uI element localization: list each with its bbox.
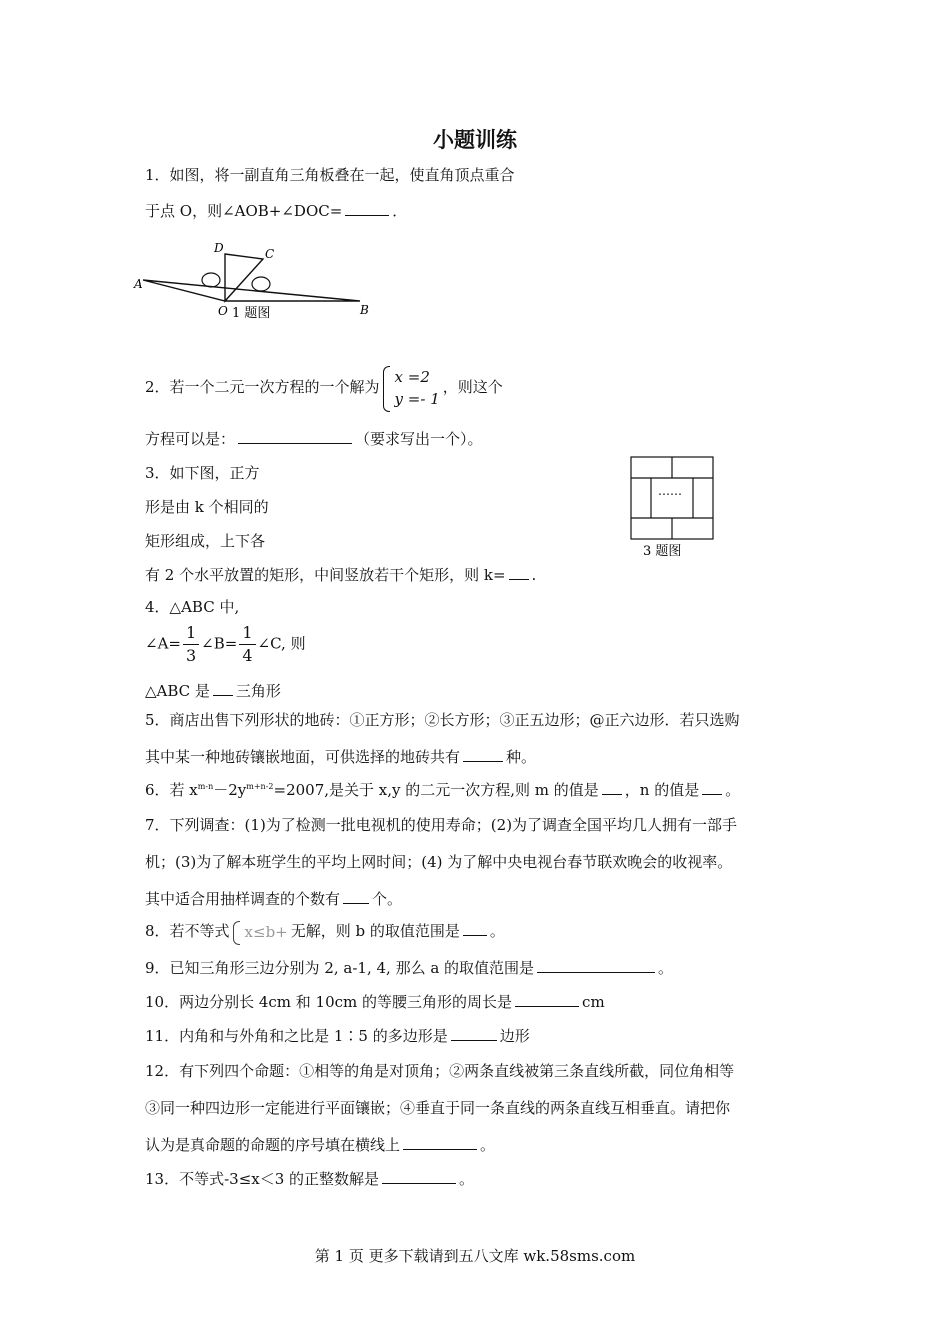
q10-line [145,991,605,1012]
q13-prefix: 13．不等式-3≤x＜3 的正整数解是 [145,1170,380,1188]
q6-line [145,779,740,800]
q12-line1: 12．有下列四个命题：①相等的角是对顶角；②两条直线被第三条直线所截，同位角相等 [145,1062,735,1080]
hole-right [252,277,270,291]
q3-line1: 3．如下图，正方 [145,464,260,482]
answer-blank [345,201,389,216]
answer-blank [238,429,352,444]
q1-line2 [145,200,407,221]
answer-blank [602,780,622,795]
q6-sup2: m+n-2 [246,782,274,791]
q4-line2 [145,622,306,667]
frac-den: 3 [185,646,197,665]
q2-eq1: x =2 [394,368,430,386]
q6-p2: －2y [213,781,247,799]
q7-line3-prefix: 其中适合用抽样调查的个数有 [145,890,341,908]
q9-line [145,957,673,978]
q13-line [145,1168,474,1189]
frac-den: 4 [242,646,253,665]
q7-line3 [145,888,402,909]
q10-suffix: cm [582,993,605,1011]
q11-suffix: 边形 [499,1027,530,1045]
answer-blank [343,889,369,904]
q2-line2-suffix: （要求写出一个）。 [355,430,483,448]
q8-inequality-system [233,921,288,943]
label-b: B [360,303,369,317]
q4-line3-prefix: △ABC 是 [145,682,210,700]
q6-p5: 。 [725,781,741,799]
q9-prefix: 9．已知三角形三边分别为 2, a-1, 4, 那么 a 的取值范围是 [145,959,535,977]
page-title: 小题训练 [433,127,517,152]
q7-line1: 7．下列调查：(1)为了检测一批电视机的使用寿命；(2)为了调查全国平均几人拥有一部手 [145,816,738,834]
label-a: A [134,277,143,291]
q1-fig-caption: 1 题图 [232,306,271,321]
q7-line2: 机；(3)为了解本班学生的平均上网时间；(4) 为了解中央电视台春节联欢晚会的收视率。 [145,853,733,871]
q12-line2: ③同一种四边形一定能进行平面镶嵌；④垂直于同一条直线的两条直线互相垂直。请把你 [145,1099,731,1117]
q2-eq2: y =- 1 [394,390,440,408]
q2-prefix: 2．若一个二元一次方程的一个解为 [145,378,380,396]
q4-line3 [145,680,281,701]
q5-line2-suffix: 种。 [506,748,537,766]
q2-line1 [145,366,503,410]
answer-blank [403,1135,477,1150]
answer-blank [515,992,579,1007]
q12-line3-prefix: 认为是真命题的命题的序号填在横线上 [145,1136,401,1154]
q3-line2: 形是由 k 个相同的 [145,498,269,516]
q6-p3: =2007,是关于 x,y 的二元一次方程,则 m 的值是 [273,781,599,799]
q1-figure [130,240,380,325]
q6-sup1: m-n [197,782,214,791]
answer-blank [537,958,655,973]
label-o: O [218,304,228,318]
answer-blank [382,1169,456,1184]
fraction-one-third [183,622,199,667]
q8-prefix: 8．若不等式 [145,922,230,940]
q8-sys-text: x≤b+ [244,923,288,941]
q2-suffix: ，则这个 [442,378,503,396]
q13-suffix: 。 [459,1170,475,1188]
q4-a-label: ∠A= [145,634,181,653]
q12-line3 [145,1134,495,1155]
q8-line [145,920,505,943]
q1-line2-prefix: 于点 O，则∠AOB+∠DOC= [145,202,343,220]
q4-line1: 4．△ABC 中, [145,598,240,616]
q2-equation-system [383,366,440,410]
q3-fig-dots: …… [658,484,682,498]
answer-blank [463,921,487,936]
q3-fig-caption: 3 题图 [643,544,682,559]
q12-line3-suffix: 。 [480,1136,496,1154]
q3-line3: 矩形组成，上下各 [145,532,266,550]
q6-p4: ，n 的值是 [624,781,700,799]
q1-line1: 1．如图，将一副直角三角板叠在一起，使直角顶点重合 [145,166,515,184]
fraction-one-quarter [239,622,255,667]
q10-prefix: 10．两边分别长 4cm 和 10cm 的等腰三角形的周长是 [145,993,513,1011]
q5-line2 [145,746,536,767]
q7-line3-suffix: 个。 [372,890,403,908]
q6-p1: 6．若 x [145,781,198,799]
q9-suffix: 。 [658,959,674,977]
q8-end: 。 [489,922,505,940]
q4-c-label: ∠C, 则 [257,634,306,653]
frac-num: 1 [183,622,199,645]
page-footer: 第 1 页 更多下载请到五八文库 wk.58sms.com [314,1247,636,1265]
q3-line4-suffix: . [531,566,537,584]
brace [383,366,390,412]
answer-blank [702,780,722,795]
q2-line2 [145,428,483,449]
q3-line4 [145,564,536,585]
q3-figure [625,455,720,560]
q5-line2-prefix: 其中某一种地砖镶嵌地面，可供选择的地砖共有 [145,748,461,766]
q5-line1: 5．商店出售下列形状的地砖：①正方形；②长方形；③正五边形；@正六边形．若只选购 [145,711,740,729]
q3-line4-prefix: 有 2 个水平放置的矩形，中间竖放若干个矩形，则 k= [145,566,506,584]
frac-num: 1 [239,622,255,645]
q1-line2-suffix: ． [392,202,408,220]
answer-blank [463,747,503,762]
q4-line3-suffix: 三角形 [235,682,281,700]
hole-left [202,273,220,287]
answer-blank [509,565,529,580]
label-c: C [265,247,275,261]
q2-line2-prefix: 方程可以是： [145,430,236,448]
brace [233,921,240,945]
q11-line [145,1025,530,1046]
q11-prefix: 11．内角和与外角和之比是 1∶5 的多边形是 [145,1027,448,1045]
q8-suffix: 无解，则 b 的取值范围是 [290,922,460,940]
label-d: D [214,241,224,255]
answer-blank [213,681,233,696]
q4-b-label: ∠B= [201,634,238,653]
answer-blank [451,1026,497,1041]
